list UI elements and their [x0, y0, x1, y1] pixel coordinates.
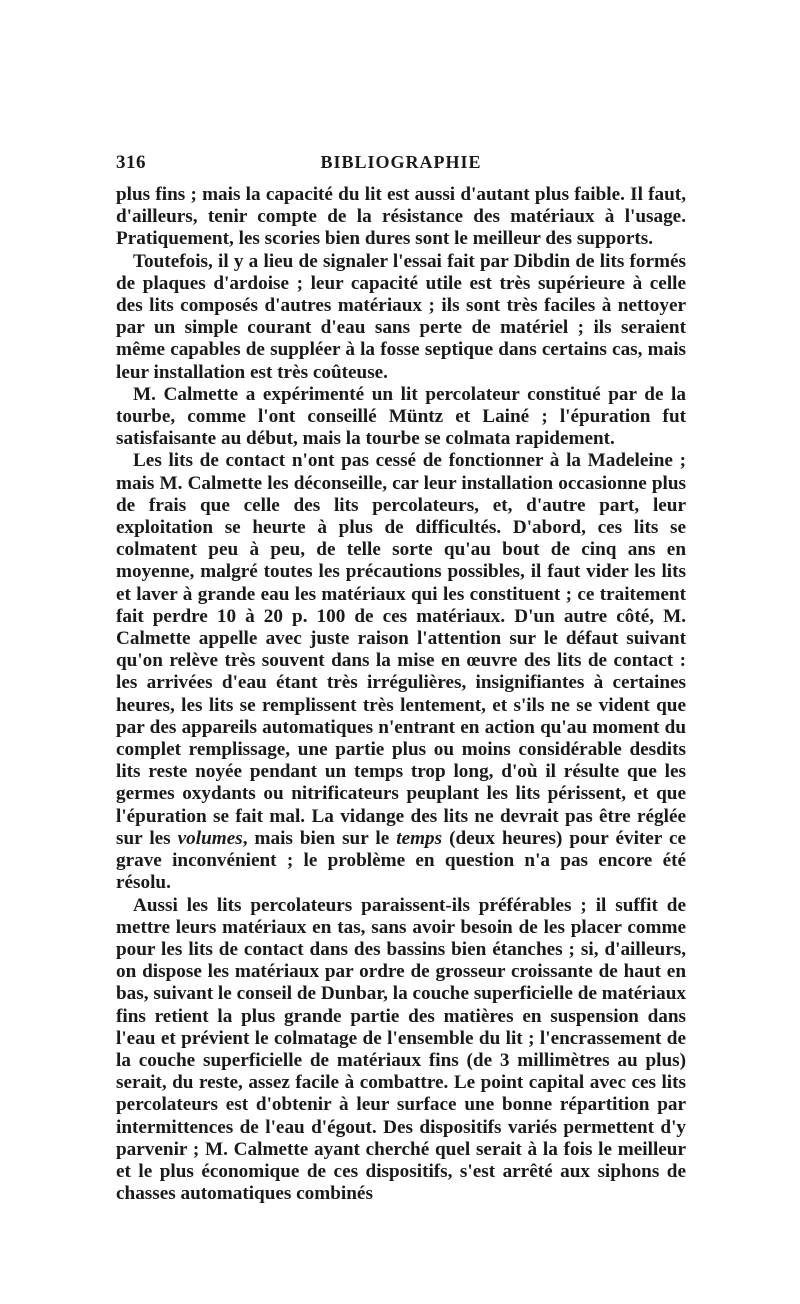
italic-volumes: volumes	[177, 827, 243, 849]
contact-beds-between: , mais bien sur le	[242, 827, 390, 849]
body-text	[116, 184, 686, 1205]
contact-beds-end: (deux heures) pour éviter ce grave inconvénient ; le problème en question n'a pas encore été résolu.	[116, 827, 687, 894]
running-head	[116, 152, 686, 178]
page-number: 316	[116, 152, 146, 173]
contact-beds-text: Les lits de contact n'ont pas cessé de fonctionner à la Madeleine ; mais M. Calmette les déconseille, car leur installation occasionne plus de frais que celle des lits percolateurs, et, d'autre part, leur exploitation se heurte à plus de difficultés. D'abord, ces lits se colmatent peu à peu, de telle sorte qu'au bout de cinq ans en moyenne, malgré toutes les précautions possibles, il faut vider les lits et laver à grande eau les matériaux qui les constituent ; ce traitement fait perdre 10 à 20 p. 100 de ces matériaux. D'un autre côté, M. Calmette appelle avec juste raison l'attention sur le défaut suivant qu'on relève très souvent dans la mise en œuvre des lits de contact : les arrivées d'eau étant très irrégulières, insignifiantes à certaines heures, les lits se remplissent très lentement, et s'ils ne se vident que par des appareils automatiques n'entrant en action qu'au moment du complet remplissage, une partie plus ou moins considérable desdits lits reste noyée pendant un temps trop long, d'où il résulte que les germes oxydants ou nitrificateurs peuplant les lits périssent, et que l'épuration se fait mal. La vidange des lits ne devrait pas être réglée sur les	[116, 450, 686, 849]
paragraph-calmette-peat: M. Calmette a expérimenté un lit percolateur constitué par de la tourbe, comme l'ont conseillé Müntz et Lainé ; l'épuration fut satisfaisante au début, mais la tourbe se colmata rapidement.	[116, 383, 686, 450]
paragraph-percolating-beds: Aussi les lits percolateurs paraissent-ils préférables ; il suffit de mettre leurs matériaux en tas, sans avoir besoin de les placer comme pour les lits de contact dans des bassins bien étanches ; si, d'ailleurs, on dispose les matériaux par ordre de grosseur croissante de haut en bas, suivant le conseil de Dunbar, la couche superficielle de matériaux fins retient la plus grande partie des matières en suspension dans l'eau et prévient le colmatage de l'ensemble du lit ; l'encrassement de la couche superficielle de matériaux fins (de 3 millimètres au plus) serait, du reste, assez facile à combattre. Le point capital avec ces lits percolateurs est d'obtenir à leur surface une bonne répartition par intermittences de l'eau d'égout. Des dispositifs variés permettent d'y parvenir ; M. Calmette ayant cherché quel serait à la fois le meilleur et le plus économique de ces dispositifs, s'est arrêté aux siphons de chasses automatiques combinés	[116, 894, 686, 1205]
paragraph-continuation: plus fins ; mais la capacité du lit est aussi d'autant plus faible. Il faut, d'ailleurs, tenir compte de la résistance des matériaux à l'usage. Pratiquement, les scories bien dures sont le meilleur des supports.	[116, 184, 686, 250]
running-title: BIBLIOGRAPHIE	[320, 152, 482, 172]
paragraph-dibdin-slate: Toutefois, il y a lieu de signaler l'essai fait par Dibdin de lits formés de plaques d'ardoise ; leur capacité utile est très supérieure à celle des lits composés d'autres matériaux ; ils sont très faciles à nettoyer par un simple courant d'eau sans perte de matériel ; ils seraient même capables de suppléer à la fosse septique dans certains cas, mais leur installation est très coûteuse.	[116, 250, 686, 383]
italic-temps: temps	[396, 827, 443, 849]
paragraph-contact-beds	[116, 450, 686, 894]
